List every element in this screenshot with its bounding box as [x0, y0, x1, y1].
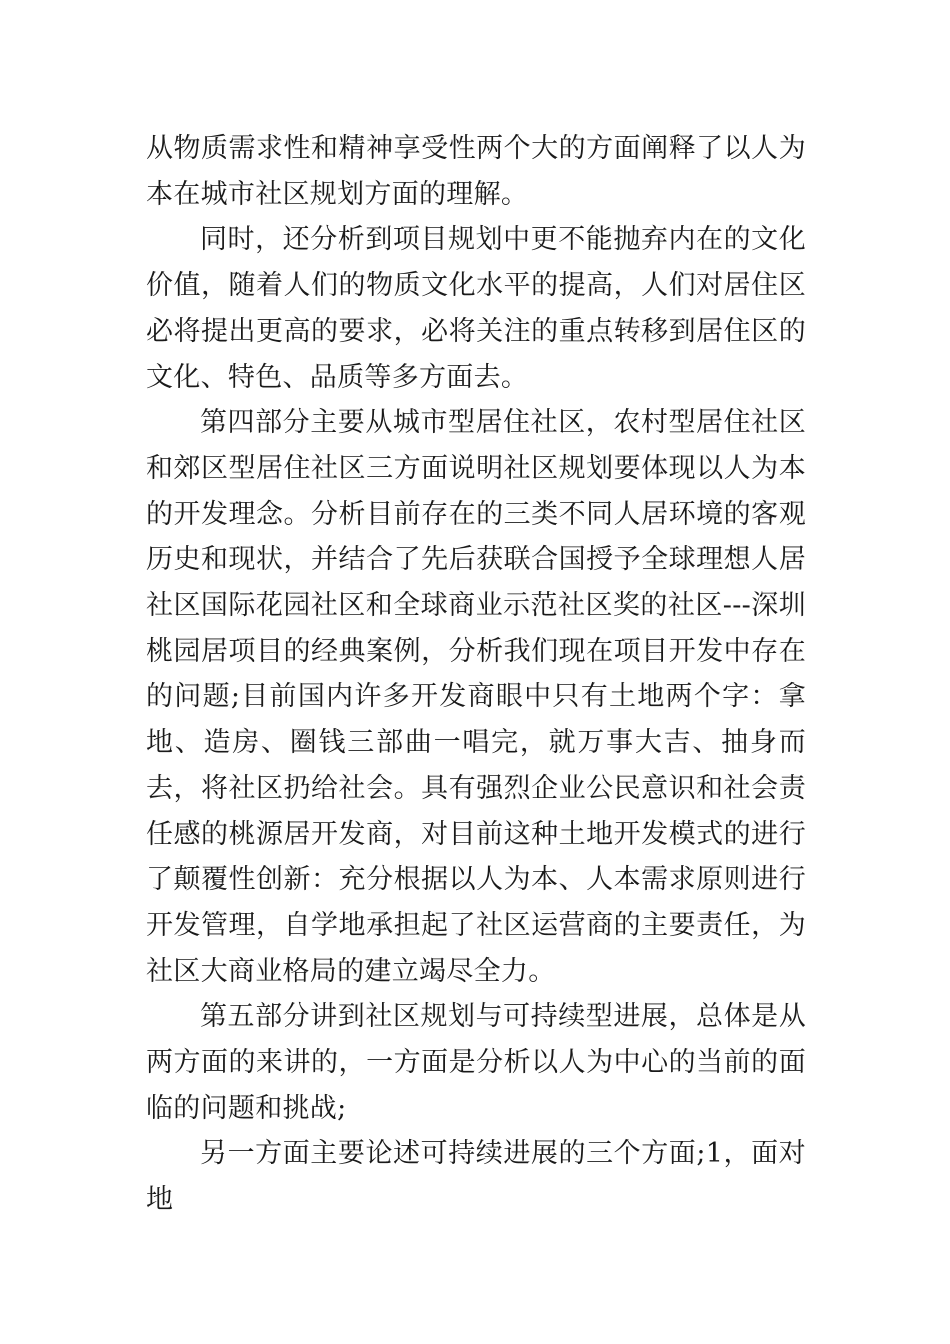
paragraph-1: 从物质需求性和精神享受性两个大的方面阐释了以人为本在城市社区规划方面的理解。: [146, 133, 806, 210]
document-body: [146, 126, 806, 1223]
paragraph-3: 第四部分主要从城市型居住社区，农村型居住社区和郊区型居住社区三方面说明社区规划要体现以人为本的开发理念。分析目前存在的三类不同人居环境的客观历史和现状，并结合了先后获联合国授予全球理想人居社区国际花园社区和全球商业示范社区奖的社区---深圳桃园居项目的经典案例，分析我们现在项目开发中存在的问题;目前国内许多开发商眼中只有土地两个字：拿地、造房、圈钱三部曲一唱完，就万事大吉、抽身而去，将社区扔给社会。具有强烈企业公民意识和社会责任感的桃源居开发商，对目前这种土地开发模式的进行了颠覆性创新：充分根据以人为本、人本需求原则进行开发管理，自学地承担起了社区运营商的主要责任，为社区大商业格局的建立竭尽全力。: [146, 407, 806, 987]
paragraph-4: 第五部分讲到社区规划与可持续型进展，总体是从两方面的来讲的，一方面是分析以人为中心的当前的面临的问题和挑战;: [146, 1001, 806, 1124]
paragraph-5: 另一方面主要论述可持续进展的三个方面;1，面对地: [146, 1138, 806, 1216]
paragraph-2: 同时，还分析到项目规划中更不能抛弃内在的文化价值，随着人们的物质文化水平的提高，人们对居住区必将提出更高的要求，必将关注的重点转移到居住区的文化、特色、品质等多方面去。: [146, 224, 806, 393]
